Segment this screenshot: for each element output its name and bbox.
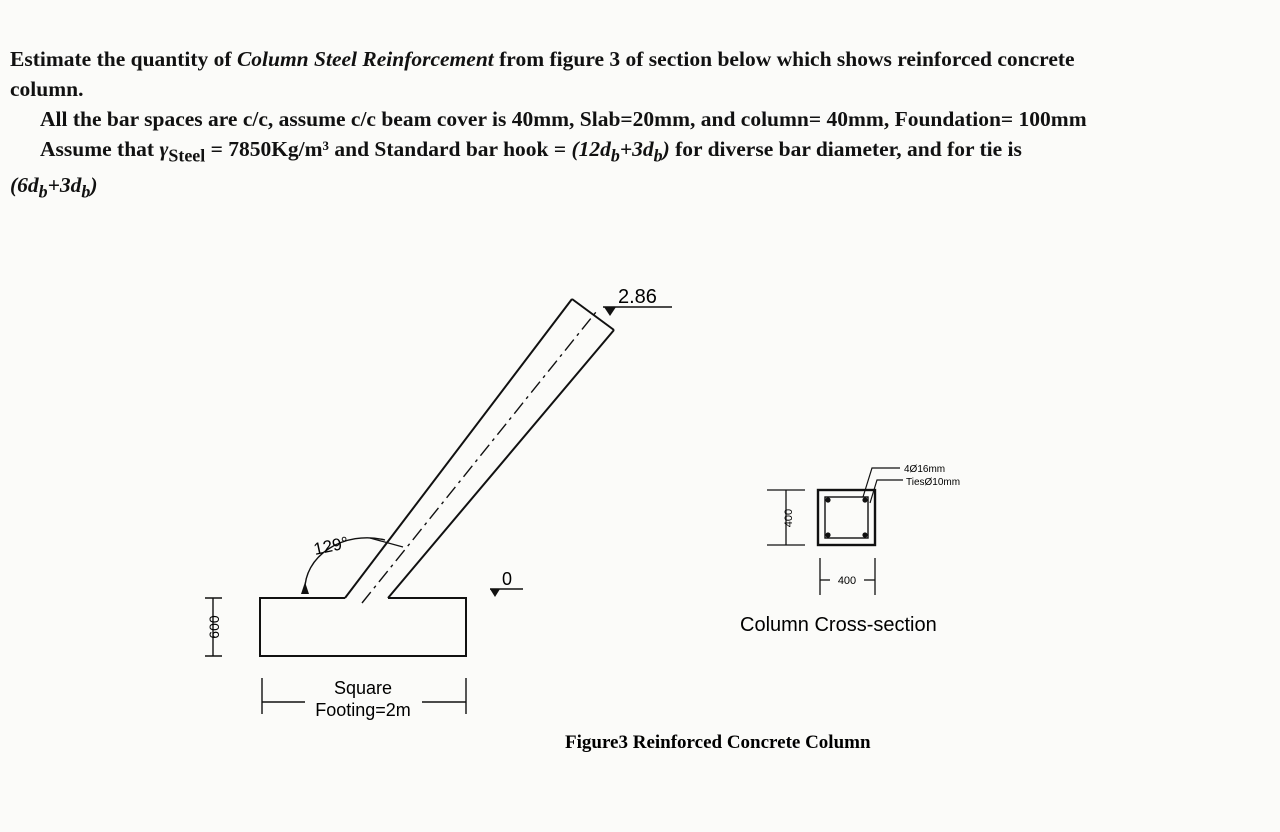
column-centerline [362,312,596,603]
angle-leader [370,538,403,547]
section-title: Column Cross-section [740,614,937,636]
footing-label-line-1: Square [333,678,393,698]
question-line-2: column. [10,77,84,101]
cross-section-drawing [818,490,875,545]
question-line-3: All the bar spaces are c/c, assume c/c beam cover is 40mm, Slab=20mm, and column= 40mm, Foundation= 100mm [40,107,1087,131]
footing-outline [260,598,466,656]
question-line-5: $(6d_b+3d_b)$ [10,173,98,202]
angle-label: 129° [311,533,351,559]
column-right-edge [388,330,614,598]
footing-label-line-2: Footing=2m [315,700,411,720]
figure-caption: Figure3 Reinforced Concrete Column [565,732,871,753]
top-elevation-label: 2.86 [618,286,657,308]
question-line-1: Estimate the quantity of Column Steel Reinforcement from figure 3 of section below which shows reinforced concrete [10,47,1075,71]
footing-height-label: 600 [206,615,222,639]
bar-leaders [863,468,903,503]
ground-elevation-mark [490,589,523,597]
column-top-edge [572,299,614,330]
column-left-edge [345,299,572,598]
ties-label: TiesØ10mm [906,477,961,488]
angle-arrow [301,582,309,594]
section-height-label: 400 [783,508,795,528]
question-line-4: Assume that $\gamma_{Steel} = 7850Kg/m^3$ and Standard bar hook = $(12d_b+3d_b)$ for diverse bar diameter, and for tie is [40,137,1022,166]
top-elevation-mark [603,307,672,316]
section-width-label: 400 [837,575,857,587]
ground-elevation-label: 0 [502,569,513,589]
bars-label: 4Ø16mm [904,464,946,475]
